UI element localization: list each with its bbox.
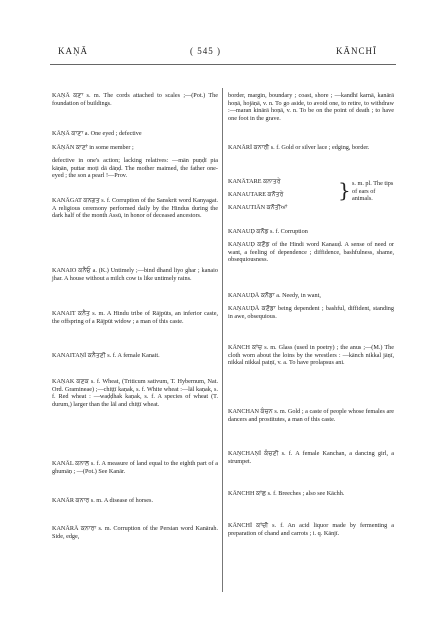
entry-kanchi: KĀNCHĪ ਕਾਂਚੀ s. f. An acid liquor made by fermenting a preparation of chand and carrots ; i. q. Kānjī.: [228, 522, 394, 537]
entry-kanara: KANĀRĀ ਕਨਾਰਾ s. m. Corruption of the Persian word Kanārah. Side, edge,: [52, 525, 218, 540]
entry-kanchani: KAṆCHAṆĪ ਕੰਚਣੀ s. f. A female Kanchan, a dancing girl, a strumpet.: [228, 450, 394, 465]
entry-kanak: KAṆAK ਕਣਕ s. f. Wheat, (Triticum sativum, T. Hybernum, Nat. Ord. Gramineae) ;—chiṭṭī kaṇak, s. f. White wheat :—lāl kaṇak, s. f. Red wheat : —waḍḍhak kaṇak, s. f. A species of wheat (T. durum,) larger than the lāl and chiṭṭī wheat.: [52, 378, 218, 409]
entry-kanauda: KANAUḌĀ ਕਨੌਡਾ a. Needy, in want,: [228, 292, 321, 299]
entry-kanaud-2: KAṆAUḌ ਕਣੌਡ of the Hindi word Kanauḍ. A sense of need or want, a feeling of dependence ; diffidence, bashfulness, shame, obsequiousness.: [228, 241, 394, 264]
entry-kanchan: KANCHAN ਕੰਚਨ s. m. Gold ; a caste of people whose females are dancers and prostitutes, a man of this caste.: [228, 408, 394, 423]
entry-kanautare: KANAUTARE ਕਨੌਤਰੇ: [228, 191, 284, 198]
entry-kanatare: KANĀTARE ਕਨਾਤਰੇ: [228, 178, 281, 185]
header-left: KAṆĀ: [58, 46, 88, 56]
header-right: KĀNCHĪ: [336, 46, 377, 56]
entry-kanan: KĀṆĀN ਕਾਣਾਂ in some member ;: [52, 144, 134, 151]
header-rule: [50, 64, 396, 65]
entry-kanautian: KANAUTIĀN ਕਨੌਤੀਆਂ: [228, 204, 288, 211]
brace-kanatare: }: [338, 178, 351, 202]
entry-kanagat: KANĀGAT ਕਨਗਤ s. f. Corruption of the Sanskrit word Kanyagat. A religious ceremony performed daily by the Hindus during the dark half of the month Assū, in honor of deceased ancestors.: [52, 197, 218, 220]
entry-kanch: KĀNCH ਕਾਂਚ s. m. Glass (used in poetry) ; the anus ;—(M.) The cloth worn about the loins by the wrestlers : —kānch nikkal jāṇī, nikkal nikkal paiṇī, v. a. To have prolapsus ani.: [228, 344, 394, 367]
entry-kanal: KANĀL ਕਨਾਲ s. f. A measure of land equal to the eighth part of a ghumāṇ ; —(Pot.) See Kanār.: [52, 460, 218, 475]
running-header: [0, 46, 443, 60]
entry-kanaio: KANAIO ਕਨੈਓ a. (K.) Untimely ;—bind dhand liyo ghar ; kanaio jhar. A house without a milch cow is like untimely rains.: [52, 267, 218, 282]
entry-kanauda-2: KAṆAUḌĀ ਕਣੌਡਾ being dependent ; bashful, diffident, standing in awe, obsequious.: [228, 305, 394, 320]
entry-kanchh: KĀNCHH ਕਾਂਛ s. f. Breeches ; also see Kāchh.: [228, 490, 345, 497]
entry-kana: KAṆĀ ਕਣਾ s. m. The cords attached to scales ;—(Pot.) The foundation of buildings.: [52, 92, 218, 107]
entry-kanait: KANAIT ਕਨੈਤ s. m. A Hindu tribe of Rājpūts, an inferior caste, the offspring of a Rājpūt widow ; a man of this caste.: [52, 310, 218, 325]
entry-kana-one-eyed: KĀṆĀ ਕਾਣਾ a. One eyed ; defective: [52, 130, 142, 137]
column-divider: [222, 88, 223, 592]
entry-kanar: KANĀR ਕਨਾਰ s. m. A disease of horses.: [52, 497, 153, 504]
entry-kanari: KANĀRĪ ਕਨਾਰੀ s. f. Gold or silver lace ; edging, border.: [228, 144, 370, 151]
page-number: ( 545 ): [190, 46, 221, 56]
entry-kanatare-def: s. m. pl. The tips of ears of animals.: [352, 180, 394, 203]
entry-kana-cont: defective in one's action; lacking relatives: —mān puṇḍī pia kāṇān, puttar moṭi dā dāṇḍ. The mother maimed, the father one-eyed ; the son a pearl !—Prov.: [52, 157, 218, 180]
entry-kanaud: KANAUḌ ਕਨੌਡ s. f. Corruption: [228, 228, 308, 235]
entry-kanaitani: KANAITAṆĪ ਕਨੈਤਣੀ s. f. A female Kanait.: [52, 352, 160, 359]
entry-kanara-cont: border, margin, boundary ; coast, shore ; —kandhī karnā, kanārā hoṇā, hojāṇā, v. n. To go aside, to avoid one, to retire, to withdraw :—maran kinārā hoṇā, v. n. To be on the point of death ; to have one foot in the grave.: [228, 92, 394, 123]
